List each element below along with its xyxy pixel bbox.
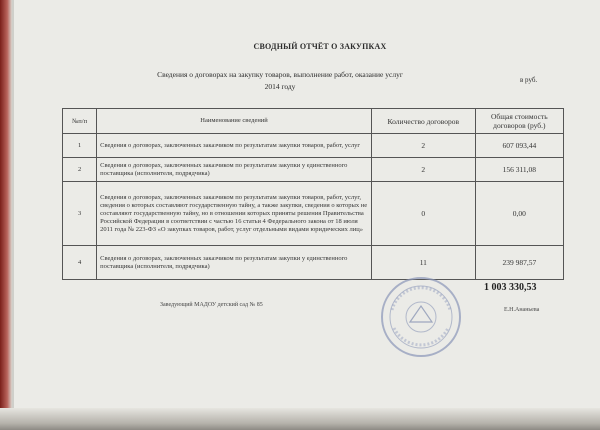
table-row [63,246,564,280]
row-qty: 2 [371,158,475,182]
signature-position: Заведующий МАДОУ детский сад № 85 [160,302,263,308]
page-left-edge [0,0,12,430]
row-sum: 607 093,44 [475,134,563,158]
row-sum: 239 987,57 [475,246,563,280]
row-qty: 11 [371,246,475,280]
row-num: 3 [63,182,97,246]
report-table [62,108,564,280]
subtitle-line-2: 2014 году [264,82,296,91]
row-sum: 0,00 [475,182,563,246]
table-row [63,134,564,158]
row-qty: 2 [371,134,475,158]
header-qty: Количество договоров [371,109,475,134]
document-title: СВОДНЫЙ ОТЧЁТ О ЗАКУПКАХ [253,42,387,51]
header-sum: Общая стоимость договоров (руб.) [475,109,563,134]
row-name: Сведения о договорах, заключенных заказчиком по результатам закупки у единственного поставщика (исполнителя, подрядчика) [97,158,372,182]
round-seal-stamp-icon [380,276,462,358]
row-num: 4 [63,246,97,280]
total-sum: 1 003 330,53 [484,282,537,293]
table-row [63,182,564,246]
document-subtitle [90,69,470,93]
header-name: Наименование сведений [97,109,372,134]
table-row [63,158,564,182]
row-sum: 156 311,08 [475,158,563,182]
row-name: Сведения о договорах, заключенных заказчиком по результатам закупки товаров, работ, услуг, сведения о которых составляют государственную тайну, а также закупки, сведения о которых не составляют государственную тайну, но в отношении которых приняты решения Правительства Российской Федерации в соответствии с частью 16 статьи 4 Федерального закона от 18 июля 2011 года № 223-ФЗ «О закупках товаров, работ, услуг отдельными видами юридических лиц» [97,182,372,246]
row-name: Сведения о договорах, заключенных заказчиком по результатам закупки товаров, работ, услуг [97,134,372,158]
table-header-row [63,109,564,134]
page-bottom-edge [0,408,600,430]
subtitle-line-1: Сведения о договорах на закупку товаров, выполнение работ, оказание услуг [157,70,403,79]
currency-unit: в руб. [520,76,538,84]
header-num: №п/п [63,109,97,134]
row-num: 1 [63,134,97,158]
signature-name: Е.Н.Ананьева [504,307,540,313]
row-qty: 0 [371,182,475,246]
row-name: Сведения о договорах, заключенных заказчиком по результатам закупки у единственного поставщика (исполнителя, подрядчика) [97,246,372,280]
row-num: 2 [63,158,97,182]
